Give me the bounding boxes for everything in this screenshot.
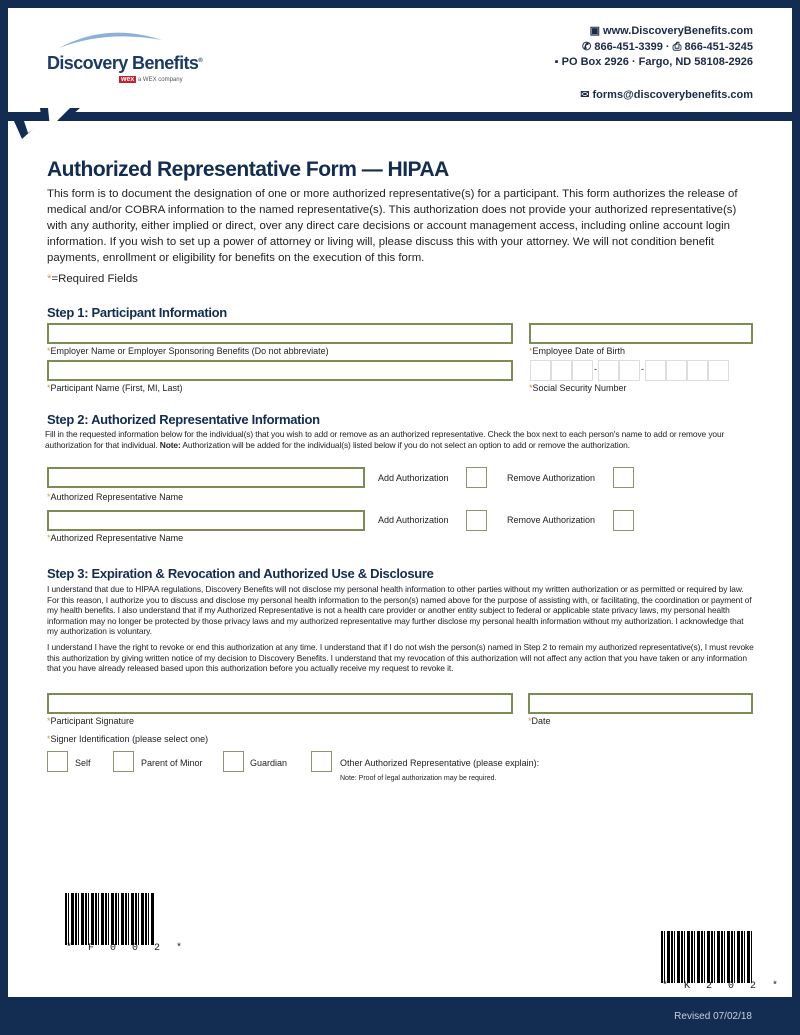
participant-name-label: *Participant Name (First, MI, Last) xyxy=(47,383,183,393)
phone-fax: ✆ 866-451-3399 · ⎙ 866-451-3245 xyxy=(582,41,753,53)
other-representative-label: Other Authorized Representative (please explain): xyxy=(340,758,540,768)
logo-swoosh-icon xyxy=(47,28,177,50)
add-authorization-label: Add Authorization xyxy=(378,473,449,483)
ssn-digit[interactable] xyxy=(551,360,572,381)
self-label: Self xyxy=(75,758,91,768)
remove-authorization-checkbox[interactable] xyxy=(613,467,634,488)
add-authorization-checkbox[interactable] xyxy=(466,467,487,488)
envelope-icon: ✉ xyxy=(580,89,593,101)
signature-input[interactable] xyxy=(47,693,513,714)
phone-text: 866-451-3399 xyxy=(594,41,663,53)
wex-tagline-row xyxy=(119,76,202,83)
ssn-dash: - xyxy=(594,364,597,374)
barcode-f002-text: * F 0 0 2 * xyxy=(66,943,188,954)
intro-text: This form is to document the designation of one or more authorized representative(s) for a participant. This form authorizes the release of medical and/or COBRA information to the named representative(s). This authorization does not provide your authorized representative(s) with any authority, either implied or direct, over any direct care decisions or account management access, including online account login information. If you wish to set up a power of attorney or living will, please discuss this with your attorney. We will not condition benefit payments, enrollment or eligibility for benefits on the execution of this form. xyxy=(47,188,738,264)
barcode-f002 xyxy=(65,893,155,945)
revised-date: Revised 07/02/18 xyxy=(674,1011,752,1022)
website-text: www.DiscoveryBenefits.com xyxy=(603,25,753,37)
other-representative-checkbox[interactable] xyxy=(311,751,332,772)
remove-authorization-label: Remove Authorization xyxy=(507,473,596,483)
add-authorization-label: Add Authorization xyxy=(378,515,449,525)
step2-intro: Fill in the requested information below for the individual(s) that you wish to add or remove as an authorized representative. Check the box next to each person's name to add or remove your authorization for that individual. Note: Authorization will be added for the individual(s) listed below if you do not select an option to add or remove the authorization. xyxy=(45,429,725,450)
ssn-dash: - xyxy=(641,364,644,374)
barcode-k202 xyxy=(661,931,752,983)
parent-of-minor-label: Parent of Minor xyxy=(141,758,203,768)
employer-label: *Employer Name or Employer Sponsoring Benefits (Do not abbreviate) xyxy=(47,346,329,356)
ssn-digit[interactable] xyxy=(666,360,687,381)
signature-label: *Participant Signature xyxy=(47,716,135,726)
date-label: *Date xyxy=(528,716,551,726)
mailbox-icon: ▪ xyxy=(554,56,562,68)
parent-of-minor-checkbox[interactable] xyxy=(113,751,134,772)
guardian-checkbox[interactable] xyxy=(223,751,244,772)
employer-name-input[interactable] xyxy=(47,323,513,344)
ssn-digit[interactable] xyxy=(687,360,708,381)
ssn-digit[interactable] xyxy=(598,360,619,381)
ssn-digit[interactable] xyxy=(530,360,551,381)
step3-paragraph-1: I understand that due to HIPAA regulations, Discovery Benefits will not disclose my personal health information to other parties without my written authorization or as permitted or required by law. For this reason, I authorize you to discuss and disclose my personal health information to the person(s) named above for the purpose of assisting with, or facilitating, the coordination or payment of my health benefits. I also understand that if my Authorized Representative is not a health care provider or another entity subject to federal or applicable state privacy laws, my personal health information may no longer be protected by those privacy laws and my authorized representative may further disclose my personal health information without my authorization. I acknowledge that my authorization is voluntary. xyxy=(47,584,752,636)
wex-tagline: a WEX company xyxy=(137,77,183,83)
ssn-digit[interactable] xyxy=(645,360,666,381)
email-text: forms@discoverybenefits.com xyxy=(592,89,753,101)
rep-name-label: *Authorized Representative Name xyxy=(47,533,184,543)
step3-heading: Step 3: Expiration & Revocation and Authorized Use & Disclosure xyxy=(47,566,434,581)
ssn-digit[interactable] xyxy=(708,360,729,381)
ssn-digit[interactable] xyxy=(619,360,640,381)
signer-label: *Signer Identification (please select one) xyxy=(47,734,209,744)
address xyxy=(555,56,753,68)
step3-paragraph-2: I understand I have the right to revoke or end this authorization at any time. I understand that if I do not wish the person(s) named in Step 2 to remain my authorized representative(s), I must revoke this authorization by giving written notice of my decision to Discovery Benefits. I understand that my revocation of this authorization will not affect any action that you have taken or any information that you have already released based upon this authorization before you actually receive my request to revoke it. xyxy=(47,642,754,673)
date-input[interactable] xyxy=(528,693,753,714)
rep-name-input[interactable] xyxy=(47,510,365,531)
rep-name-input[interactable] xyxy=(47,467,365,488)
logo xyxy=(47,28,202,83)
guardian-label: Guardian xyxy=(250,758,288,768)
ssn-label: *Social Security Number xyxy=(529,383,627,393)
barcode-k202-text: * K 2 0 2 * xyxy=(662,981,784,992)
self-checkbox[interactable] xyxy=(47,751,68,772)
address-text: PO Box 2926 · Fargo, ND 58108-2926 xyxy=(561,56,753,68)
page-title: Authorized Representative Form — HIPAA xyxy=(47,158,449,181)
registered-mark: ® xyxy=(198,58,203,64)
dob-input[interactable] xyxy=(529,323,753,344)
fax-text: 866-451-3245 xyxy=(684,41,753,53)
remove-authorization-label: Remove Authorization xyxy=(507,515,596,525)
ssn-digit[interactable] xyxy=(572,360,593,381)
participant-name-input[interactable] xyxy=(47,360,513,381)
rep-name-label: *Authorized Representative Name xyxy=(47,492,184,502)
speech-tail-inner xyxy=(14,121,54,141)
remove-authorization-checkbox[interactable] xyxy=(613,510,634,531)
step2-heading: Step 2: Authorized Representative Information xyxy=(47,412,320,427)
email[interactable] xyxy=(580,88,753,101)
wex-logo: wex xyxy=(121,76,135,83)
step1-heading: Step 1: Participant Information xyxy=(47,305,227,320)
brand-name: Discovery Benefits xyxy=(47,53,199,73)
fax-icon: ⎙ xyxy=(672,41,685,53)
dob-label: *Employee Date of Birth xyxy=(529,346,626,356)
computer-icon: ▣ xyxy=(589,25,604,37)
add-authorization-checkbox[interactable] xyxy=(466,510,487,531)
required-note: *=Required Fields xyxy=(47,273,138,285)
website[interactable] xyxy=(590,24,753,37)
proof-note: Note: Proof of legal authorization may be required. xyxy=(340,775,497,782)
phone-icon: ✆ xyxy=(582,41,595,53)
